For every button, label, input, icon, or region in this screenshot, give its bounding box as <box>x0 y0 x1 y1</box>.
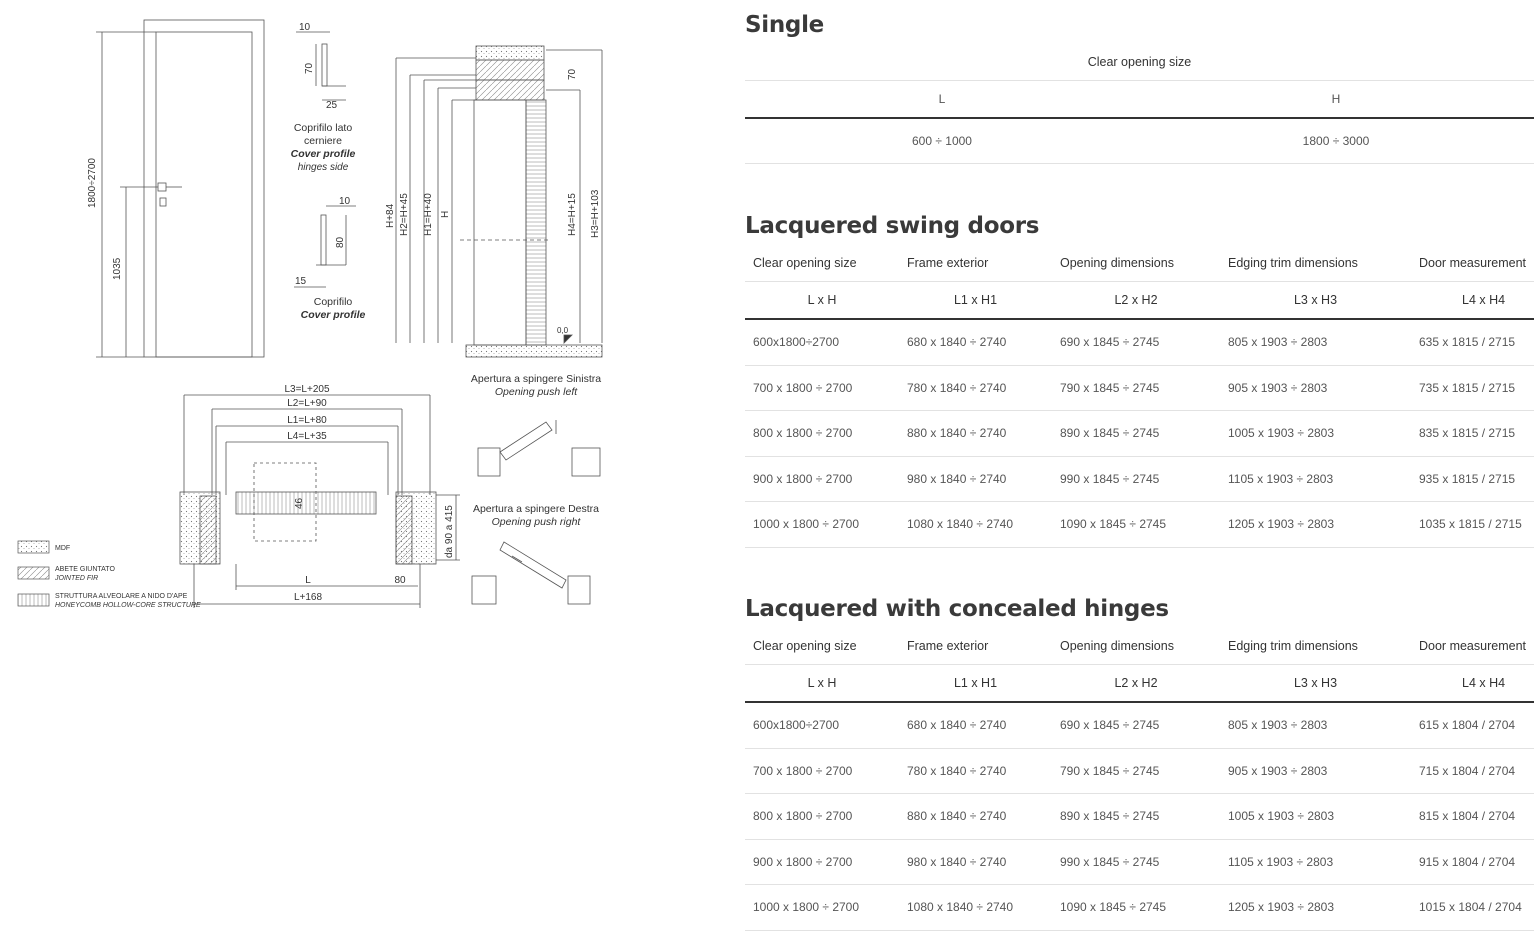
table-cell: 1205 x 1903 ÷ 2803 <box>1228 900 1335 915</box>
legend-fir-it: ABETE GIUNTATO <box>55 566 115 573</box>
single-val-l: 600 ÷ 1000 <box>912 134 972 148</box>
swing-header-door: Door measurement <box>1419 256 1526 270</box>
table-cell: 1005 x 1903 ÷ 2803 <box>1228 426 1335 441</box>
concealed-sub-l4h4: L4 x H4 <box>1462 676 1506 690</box>
table-cell: 790 x 1845 ÷ 2745 <box>1060 763 1160 778</box>
concealed-sub-l1h1: L1 x H1 <box>953 676 998 690</box>
section-floor-label: 0,0 <box>557 326 569 335</box>
table-cell: 600x1800÷2700 <box>753 335 839 350</box>
legend-honeycomb-en: HONEYCOMB HOLLOW-CORE STRUCTURE <box>55 602 201 609</box>
swing-title: Lacquered swing doors <box>745 213 1040 239</box>
concealed-sub-lxh: L x H <box>807 676 837 690</box>
single-val-h: 1800 ÷ 3000 <box>1302 134 1370 148</box>
plan-dim-l4: L4=L+35 <box>287 431 327 442</box>
concealed-subheader-row <box>745 665 1534 703</box>
concealed-header-frame: Frame exterior <box>907 639 989 653</box>
swing-table <box>745 245 1534 548</box>
concealed-sub-l3h3: L3 x H3 <box>1293 676 1338 690</box>
single-col-l: L <box>938 92 946 106</box>
technical-drawing <box>0 0 720 620</box>
cover-profile-icon <box>294 206 356 287</box>
table-row <box>745 840 1534 886</box>
material-legend <box>18 541 49 606</box>
swing-sub-l3h3: L3 x H3 <box>1293 293 1338 307</box>
section-dim-h84: H+84 <box>385 203 396 228</box>
table-cell: 680 x 1840 ÷ 2740 <box>907 718 1007 733</box>
plan-dim-l1: L1=L+80 <box>287 415 327 426</box>
table-cell: 1105 x 1903 ÷ 2803 <box>1228 471 1334 486</box>
push-right-icon <box>472 542 590 604</box>
table-cell: 800 x 1800 ÷ 2700 <box>753 426 853 441</box>
table-cell: 815 x 1804 / 2704 <box>1419 809 1516 824</box>
swing-sub-l2h2: L2 x H2 <box>1114 293 1158 307</box>
single-header-row <box>745 81 1534 119</box>
plan-dim-thickness: 46 <box>294 497 305 509</box>
table-cell: 700 x 1800 ÷ 2700 <box>753 763 853 778</box>
table-row <box>745 794 1534 840</box>
plan-dim-l: L <box>305 575 311 586</box>
push-left-icon <box>478 420 600 476</box>
single-group-header: Clear opening size <box>1087 55 1192 69</box>
legend-honeycomb-it: STRUTTURA ALVEOLARE A NIDO D'APE <box>55 593 188 600</box>
handle-height-dim: 1035 <box>112 257 123 280</box>
cover-dim-top: 10 <box>339 196 351 207</box>
table-cell: 1000 x 1800 ÷ 2700 <box>753 900 860 915</box>
table-cell: 735 x 1815 / 2715 <box>1419 380 1516 395</box>
cover-hinge-dim-height: 70 <box>304 62 315 74</box>
table-cell: 715 x 1804 / 2704 <box>1419 763 1516 778</box>
table-cell: 880 x 1840 ÷ 2740 <box>907 426 1007 441</box>
section-dim-h2: H2=H+45 <box>399 193 410 236</box>
table-row <box>745 320 1534 366</box>
concealed-title: Lacquered with concealed hinges <box>745 596 1169 622</box>
swing-header-clear: Clear opening size <box>753 256 857 270</box>
cover-dim-height: 80 <box>335 236 346 248</box>
push-left-label-en: Opening push left <box>494 386 578 398</box>
concealed-header-edging: Edging trim dimensions <box>1228 639 1358 653</box>
table-cell: 780 x 1840 ÷ 2740 <box>907 380 1007 395</box>
legend-fir-en: JOINTED FIR <box>55 575 99 582</box>
swing-header-opening: Opening dimensions <box>1060 256 1174 270</box>
table-row <box>745 366 1534 412</box>
plan-dim-total: L+168 <box>293 592 323 603</box>
table-cell: 1000 x 1800 ÷ 2700 <box>753 517 860 532</box>
swing-sub-l1h1: L1 x H1 <box>953 293 998 307</box>
push-right-label-en: Opening push right <box>491 516 581 528</box>
table-cell: 790 x 1845 ÷ 2745 <box>1060 380 1160 395</box>
single-table <box>745 44 1534 164</box>
table-cell: 780 x 1840 ÷ 2740 <box>907 763 1007 778</box>
horizontal-plan <box>180 395 460 608</box>
swing-header-edging: Edging trim dimensions <box>1228 256 1358 270</box>
swing-subheader-row <box>745 282 1534 320</box>
push-left-label-it: Apertura a spingere Sinistra <box>470 373 602 385</box>
concealed-header-door: Door measurement <box>1419 639 1526 653</box>
cover-hinge-label-en-2: hinges side <box>297 162 349 173</box>
table-cell: 600x1800÷2700 <box>753 718 839 733</box>
table-cell: 890 x 1845 ÷ 2745 <box>1060 809 1160 824</box>
table-cell: 805 x 1903 ÷ 2803 <box>1228 335 1328 350</box>
concealed-header-clear: Clear opening size <box>753 639 857 653</box>
section-dim-h3: H3=H+103 <box>590 189 601 238</box>
cover-hinge-label-it: Coprifilo lato <box>293 122 353 134</box>
table-cell: 905 x 1903 ÷ 2803 <box>1228 763 1328 778</box>
section-dim-h4: H4=H+15 <box>567 193 578 236</box>
table-cell: 900 x 1800 ÷ 2700 <box>753 854 853 869</box>
table-cell: 990 x 1845 ÷ 2745 <box>1060 471 1160 486</box>
table-cell: 700 x 1800 ÷ 2700 <box>753 380 853 395</box>
table-cell: 900 x 1800 ÷ 2700 <box>753 471 853 486</box>
table-row <box>745 457 1534 503</box>
table-cell: 835 x 1815 / 2715 <box>1419 426 1516 441</box>
table-cell: 980 x 1840 ÷ 2740 <box>907 471 1007 486</box>
table-row <box>745 885 1534 931</box>
push-right-label-it: Apertura a spingere Destra <box>472 503 600 515</box>
cover-hinge-dim-top: 10 <box>299 22 311 33</box>
table-cell: 880 x 1840 ÷ 2740 <box>907 809 1007 824</box>
plan-dim-wall: da 90 a 415 <box>444 505 455 558</box>
single-group-header-row <box>745 44 1534 81</box>
table-cell: 800 x 1800 ÷ 2700 <box>753 809 853 824</box>
table-cell: 615 x 1804 / 2704 <box>1419 718 1516 733</box>
swing-header-frame: Frame exterior <box>907 256 989 270</box>
table-cell: 1035 x 1815 / 2715 <box>1419 517 1522 532</box>
single-value-row <box>745 119 1534 164</box>
plan-dim-l3: L3=L+205 <box>284 384 330 395</box>
table-row <box>745 502 1534 548</box>
front-height-dim: 1800÷2700 <box>87 158 98 208</box>
single-col-h: H <box>1331 92 1341 106</box>
table-cell: 1105 x 1903 ÷ 2803 <box>1228 854 1334 869</box>
concealed-sub-l2h2: L2 x H2 <box>1114 676 1158 690</box>
cover-label-en: Cover profile <box>300 309 366 321</box>
cover-dim-width: 15 <box>295 276 307 287</box>
table-cell: 915 x 1804 / 2704 <box>1419 854 1516 869</box>
table-cell: 1080 x 1840 ÷ 2740 <box>907 900 1014 915</box>
concealed-header-opening: Opening dimensions <box>1060 639 1174 653</box>
front-elevation <box>96 20 264 357</box>
table-cell: 905 x 1903 ÷ 2803 <box>1228 380 1328 395</box>
table-cell: 690 x 1845 ÷ 2745 <box>1060 335 1160 350</box>
plan-dim-l2: L2=L+90 <box>287 398 327 409</box>
table-row <box>745 411 1534 457</box>
table-cell: 680 x 1840 ÷ 2740 <box>907 335 1007 350</box>
table-cell: 1090 x 1845 ÷ 2745 <box>1060 517 1167 532</box>
table-cell: 990 x 1845 ÷ 2745 <box>1060 854 1160 869</box>
plan-dim-80: 80 <box>394 575 406 586</box>
section-dim-h: H <box>440 210 451 218</box>
table-cell: 1015 x 1804 / 2704 <box>1419 900 1522 915</box>
table-cell: 1090 x 1845 ÷ 2745 <box>1060 900 1167 915</box>
cover-hinge-label-it-2: cerniere <box>304 135 342 147</box>
table-cell: 980 x 1840 ÷ 2740 <box>907 854 1007 869</box>
table-row <box>745 749 1534 795</box>
table-row <box>745 703 1534 749</box>
concealed-table <box>745 628 1534 931</box>
swing-sub-lxh: L x H <box>807 293 837 307</box>
table-cell: 1080 x 1840 ÷ 2740 <box>907 517 1014 532</box>
swing-sub-l4h4: L4 x H4 <box>1462 293 1506 307</box>
cover-label-it: Coprifilo <box>313 296 353 308</box>
concealed-header-row <box>745 628 1534 665</box>
table-cell: 1205 x 1903 ÷ 2803 <box>1228 517 1335 532</box>
section-dim-h1: H1=H+40 <box>423 193 434 236</box>
table-cell: 805 x 1903 ÷ 2803 <box>1228 718 1328 733</box>
cover-hinge-label-en: Cover profile <box>290 148 356 160</box>
table-cell: 635 x 1815 / 2715 <box>1419 335 1516 350</box>
table-cell: 690 x 1845 ÷ 2745 <box>1060 718 1160 733</box>
table-cell: 1005 x 1903 ÷ 2803 <box>1228 809 1335 824</box>
swing-header-row <box>745 245 1534 282</box>
section-dim-top: 70 <box>567 68 578 80</box>
table-cell: 890 x 1845 ÷ 2745 <box>1060 426 1160 441</box>
single-title: Single <box>745 12 824 38</box>
legend-mdf: MDF <box>55 545 71 552</box>
table-cell: 935 x 1815 / 2715 <box>1419 471 1516 486</box>
cover-hinge-dim-width: 25 <box>326 100 338 111</box>
